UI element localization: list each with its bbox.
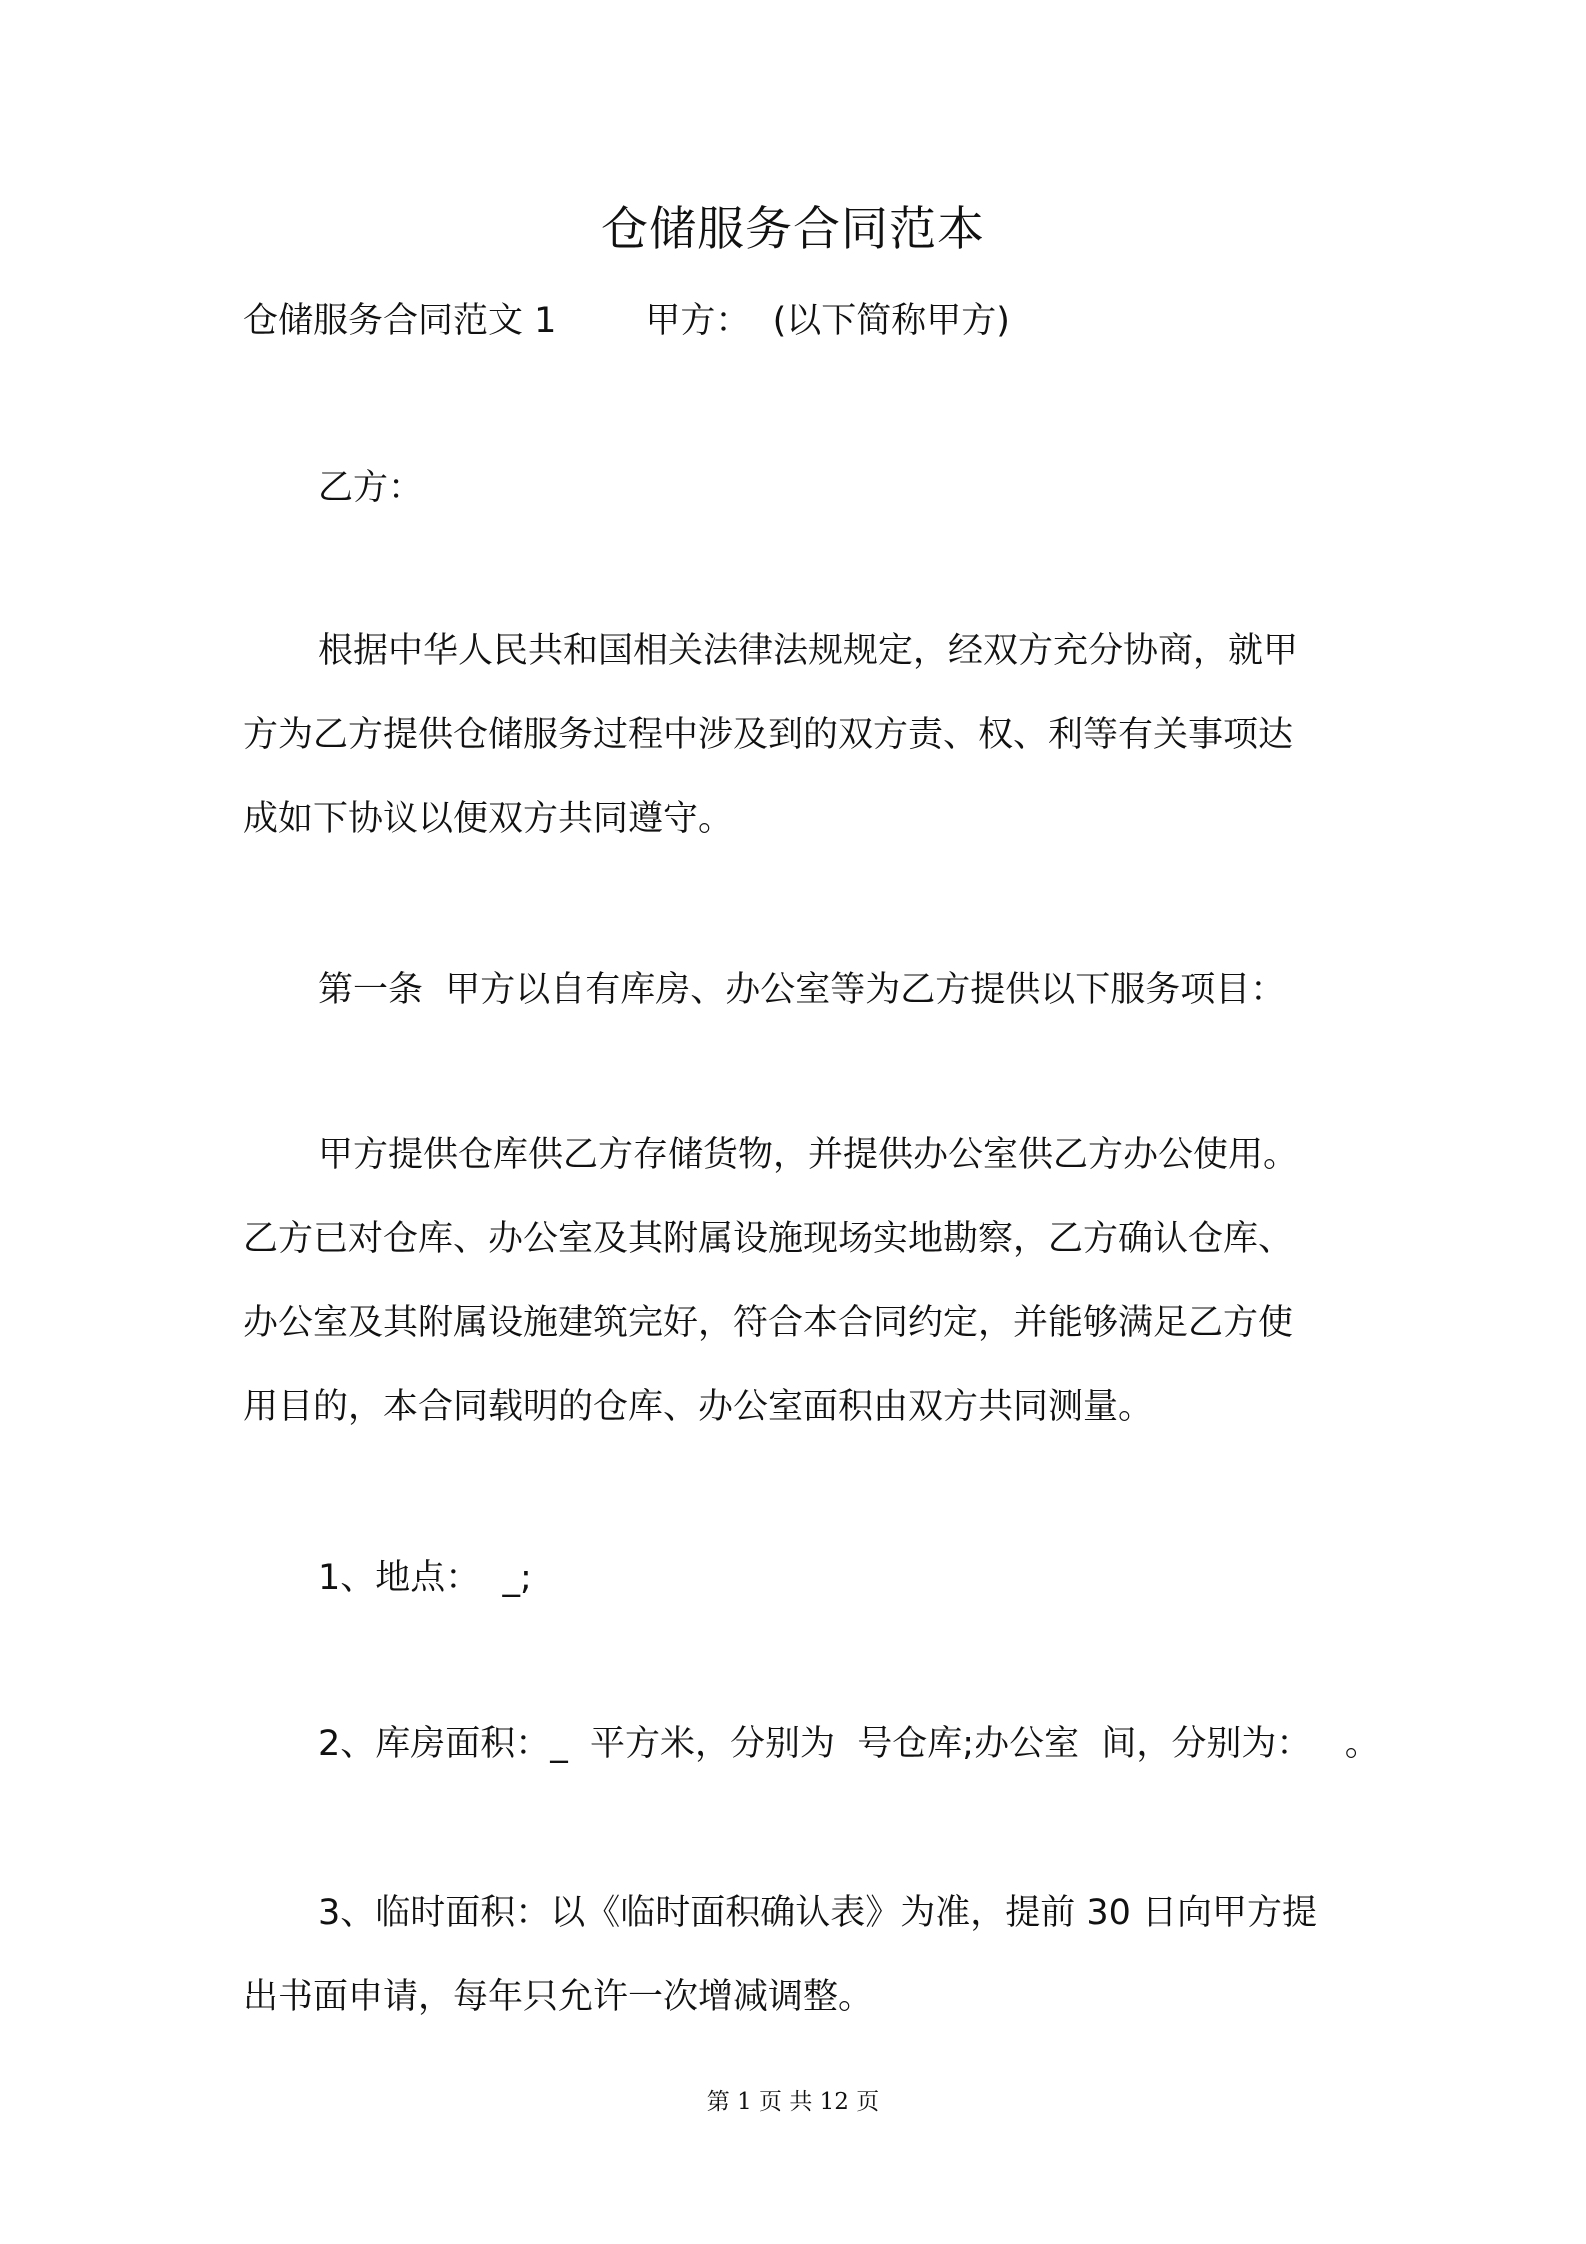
paragraph-line: 成如下协议以便双方共同遵守。 bbox=[243, 799, 734, 839]
list-item: 3、临时面积：以《临时面积确认表》为准，提前 30 日向甲方提 bbox=[318, 1893, 1318, 1933]
paragraph-line: 根据中华人民共和国相关法律法规规定，经双方充分协商，就甲 bbox=[318, 631, 1299, 671]
paragraph-line: 甲方提供仓库供乙方存储货物，并提供办公室供乙方办公使用。 bbox=[318, 1135, 1299, 1175]
list-item: 2、库房面积：_ 平方米，分别为 号仓库;办公室 间，分别为： 。 bbox=[318, 1724, 1380, 1764]
paragraph-line: 乙方已对仓库、办公室及其附属设施现场实地勘察，乙方确认仓库、 bbox=[243, 1219, 1294, 1259]
paragraph-line: 出书面申请，每年只允许一次增减调整。 bbox=[243, 1977, 874, 2017]
party-b-line: 乙方： bbox=[318, 468, 424, 508]
paragraph-line: 办公室及其附属设施建筑完好，符合本合同约定，并能够满足乙方使 bbox=[243, 1303, 1294, 1343]
intro-line: 仓储服务合同范文 1 甲方： (以下简称甲方) bbox=[243, 301, 1010, 341]
paragraph-line: 用目的，本合同载明的仓库、办公室面积由双方共同测量。 bbox=[243, 1387, 1154, 1427]
article-heading: 第一条 甲方以自有库房、办公室等为乙方提供以下服务项目： bbox=[318, 970, 1286, 1010]
list-item: 1、地点： _; bbox=[318, 1558, 532, 1598]
page-footer: 第 1 页 共 12 页 bbox=[706, 2089, 880, 2115]
document-title: 仓储服务合同范本 bbox=[601, 202, 985, 257]
paragraph-line: 方为乙方提供仓储服务过程中涉及到的双方责、权、利等有关事项达 bbox=[243, 715, 1294, 755]
